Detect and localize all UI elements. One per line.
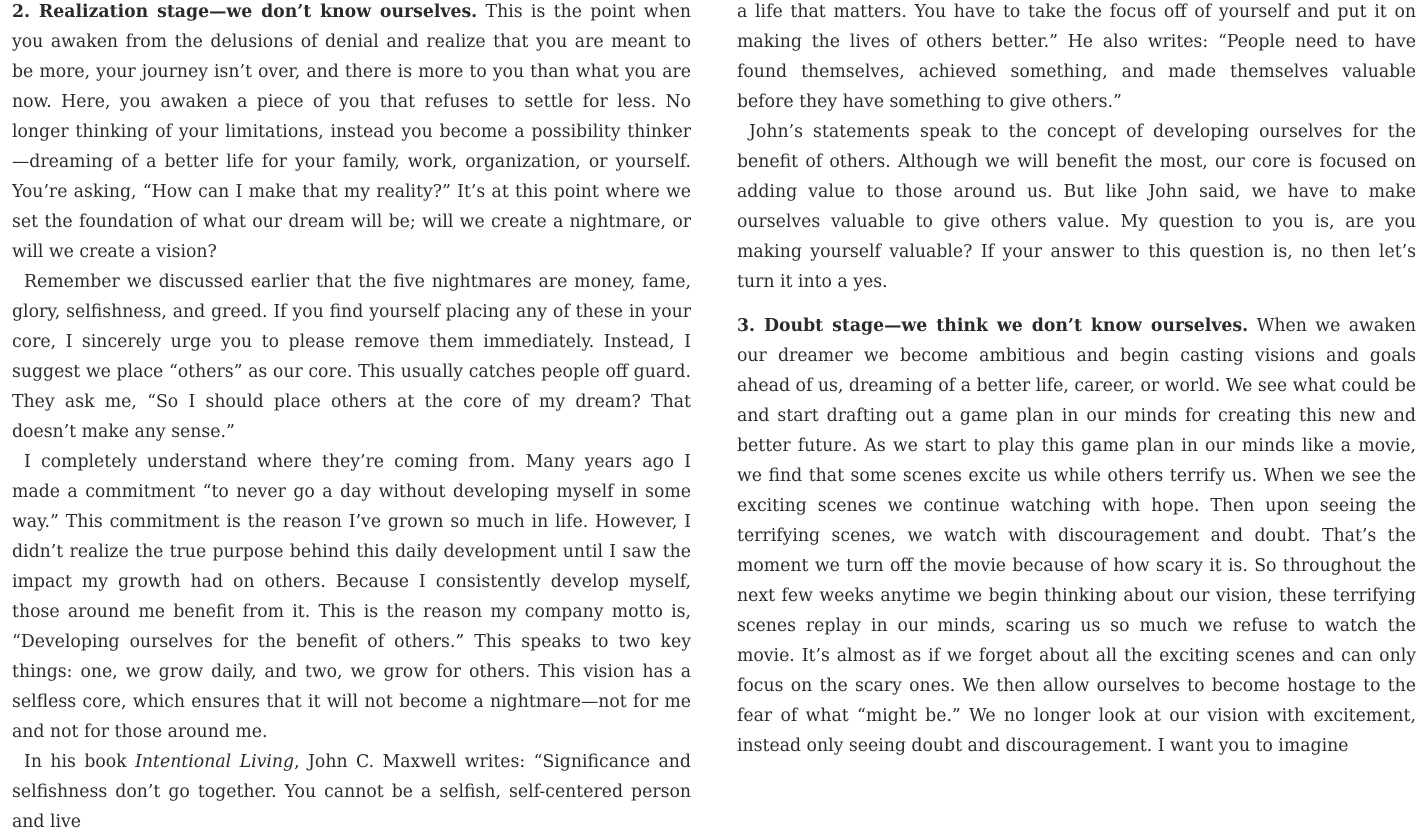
paragraph-five-nightmares: Remember we discussed earlier that the five nightmares are money, fame, glory, selfishness, and greed. If you find yourself placing any of these in your core, I sincerely urge you to please remove them immediately. Instead, I suggest we place “others” as our core. This usually catches people off guard. They ask me, “So I should place others at the core of my dream? That doesn’t make any sense.”	[12, 272, 691, 442]
left-column	[12, 0, 691, 837]
right-column	[737, 0, 1416, 761]
paragraph-doubt-stage	[737, 311, 1416, 761]
section-heading-realization-stage: 2. Realization stage—we don’t know ourselves.	[12, 2, 478, 22]
book-title: Intentional Living	[135, 752, 295, 772]
paragraph-text: When we awaken our dreamer we become ambitious and begin casting visions and goals ahead of us, dreaming of a better life, career, or world. We see what could be and start drafting out a game plan in our minds for creating this new and better future. As we start to play this game plan in our minds like a movie, we find that some scenes excite us while others terrify us. When we see the exciting scenes we continue watching with hope. Then upon seeing the terrifying scenes, we watch with discouragement and doubt. That’s the moment we turn off the movie because of how scary it is. So throughout the next few weeks anytime we begin thinking about our vision, these terrifying scenes replay in our minds, scaring us so much we refuse to watch the movie. It’s almost as if we forget about all the exciting scenes and can only focus on the scary ones. We then allow ourselves to become hostage to the fear of what “might be.” We no longer look at our vision with excitement, instead only seeing doubt and discouragement. I want you to imagine	[737, 316, 1416, 756]
paragraph-realization-stage	[12, 0, 691, 267]
paragraph-maxwell-quote	[12, 747, 691, 837]
paragraph-commitment: I completely understand where they’re coming from. Many years ago I made a commitment “to never go a day without developing myself in some way.” This commitment is the reason I’ve grown so much in life. However, I didn’t realize the true purpose behind this daily development until I saw the impact my growth had on others. Because I consistently develop myself, those around me benefit from it. This is the reason my company motto is, “Developing ourselves for the benefit of others.” This speaks to two key things: one, we grow daily, and two, we grow for others. This vision has a selfless core, which ensures that it will not become a nightmare—not for me and not for those around me.	[12, 452, 691, 742]
paragraph-text: , John C. Maxwell writes: “Significance and selfishness don’t go together. You cannot be a selfish, self-centered person and live	[12, 752, 691, 832]
paragraph-text: This is the point when you awaken from the delusions of denial and realize that you are meant to be more, your journey isn’t over, and there is more to you than what you are now. Here, you awaken a piece of you that refuses to settle for less. No longer thinking of your limitations, instead you become a possibility thinker—dreaming of a better life for your family, work, organization, or yourself. You’re asking, “How can I make that my reality?” It’s at this point where we set the foundation of what our dream will be; will we create a nightmare, or will we create a vision?	[12, 2, 691, 262]
section-heading-doubt-stage: 3. Doubt stage—we think we don’t know ourselves.	[737, 316, 1249, 336]
paragraph-text: In his book	[24, 752, 136, 772]
paragraph-quote-continued: a life that matters. You have to take the focus off of yourself and put it on making the lives of others better.” He also writes: “People need to have found themselves, achieved something, and made themselves valuable before they have something to give others.”	[737, 2, 1416, 112]
paragraph-johns-statements: John’s statements speak to the concept of developing ourselves for the benefit of others. Although we will benefit the most, our core is focused on adding value to those around us. But like John said, we have to make ourselves valuable to give others value. My question to you is, are you making yourself valuable? If your answer to this question is, no then let’s turn it into a yes.	[737, 122, 1416, 292]
